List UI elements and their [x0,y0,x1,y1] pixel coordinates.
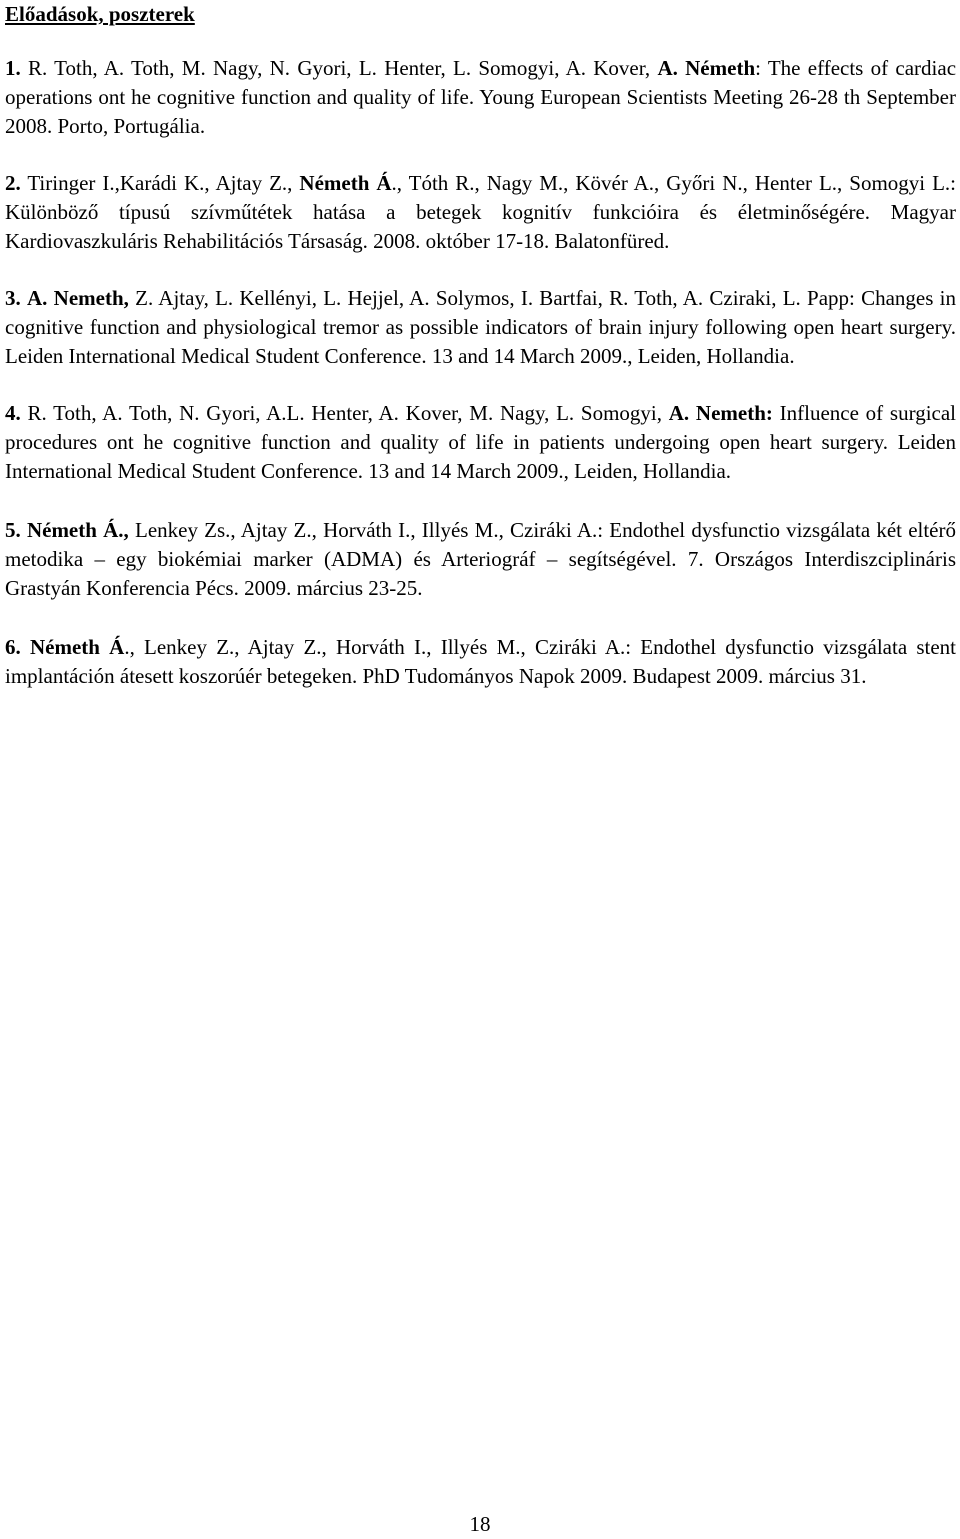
entry-number: 3. [5,286,21,310]
page-number: 18 [469,1512,491,1536]
entry-details: Influence of surgical procedures ont he cognitive function and quality of life in patients undergoing open heart surgery. Leiden International Medical Student Conference. 13 and 14 March 2009., Leiden, Hollandia. [5,401,957,483]
entry-highlighted-author: Németh Á., [26,518,129,542]
entry-number: 6. [5,635,21,659]
entry-details: ., Tóth R., Nagy M., Kövér A., Győri N., Henter L., Somogyi L.: Különböző típusú szívműtétek hatása a betegek kognitív funkcióira és életminőségére. Magyar Kardiovaszkuláris Rehabilitációs Társaság. 2008. október 17-18. Balatonfüred. [5,171,957,253]
entry-authors: R. Toth, A. Toth, N. Gyori, A.L. Henter, A. Kover, M. Nagy, L. Somogyi, [27,401,662,425]
entry-authors: Tiringer I.,Karádi K., Ajtay Z., [27,171,293,195]
entry-number: 1. [5,56,21,80]
publication-entry-5 [5,516,956,603]
entry-authors: R. Toth, A. Toth, M. Nagy, N. Gyori, L. Henter, L. Somogyi, A. Kover, [28,56,651,80]
publication-entry-3 [5,284,956,371]
entry-number: 2. [5,171,21,195]
entry-number: 5. [5,518,21,542]
entry-highlighted-author: Németh Á [29,635,125,659]
publication-entry-1 [5,54,956,141]
entry-details: Lenkey Zs., Ajtay Z., Horváth I., Illyés M., Cziráki A.: Endothel dysfunctio vizsgálata két eltérő metodika – egy biokémiai marker (ADMA) és Arteriográf – segítségével. 7. Országos Interdiszciplináris Grastyán Konferencia Pécs. 2009. március 23-25. [5,518,956,600]
entry-number: 4. [5,401,21,425]
publication-entry-6 [5,633,956,691]
entry-highlighted-author: A. Németh [657,56,756,80]
entry-details: Z. Ajtay, L. Kellényi, L. Hejjel, A. Solymos, I. Bartfai, R. Toth, A. Cziraki, L. Papp: Changes in cognitive function and physiological tremor as possible indicators of brain injury following open heart surgery. Leiden International Medical Student Conference. 13 and 14 March 2009., Leiden, Hollandia. [5,286,957,368]
entry-highlighted-author: Németh Á [299,171,392,195]
publication-entry-2 [5,169,956,256]
publication-entry-4 [5,399,956,486]
entry-details: ., Lenkey Z., Ajtay Z., Horváth I., Illyés M., Cziráki A.: Endothel dysfunctio vizsgálata stent implantáción átesett koszorúér betegeken. PhD Tudományos Napok 2009. Budapest 2009. március 31. [5,635,957,688]
document-page [5,0,956,691]
entry-highlighted-author: A. Nemeth, [27,286,129,310]
entry-details: : The effects of cardiac operations ont he cognitive function and quality of life. Young European Scientists Meeting 26-28 th September 2008. Porto, Portugália. [5,56,957,138]
entry-highlighted-author: A. Nemeth: [668,401,773,425]
section-heading: Előadások, poszterek [5,2,195,26]
